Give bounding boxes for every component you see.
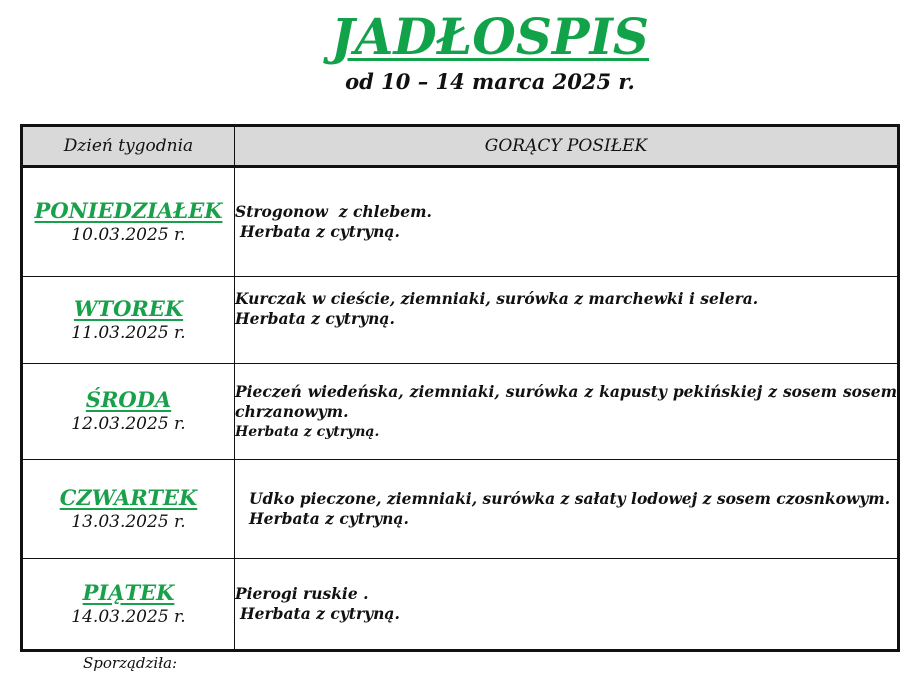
menu-table <box>20 124 900 652</box>
meal-line: Strogonow z chlebem. <box>235 202 432 221</box>
day-date: 13.03.2025 r. <box>71 511 186 532</box>
meal-line: Udko pieczone, ziemniaki, surówka z sałaty lodowej z sosem czosnkowym. <box>249 489 891 508</box>
day-name: CZWARTEK <box>59 484 198 510</box>
day-name: PONIEDZIAŁEK <box>34 197 223 223</box>
menu-title: JADŁOSPIS <box>330 7 650 66</box>
table-row-wednesday <box>22 364 899 460</box>
header-hot-meal: GORĄCY POSIŁEK <box>235 126 899 167</box>
day-cell <box>22 167 235 277</box>
meal-line: Pierogi ruskie . <box>235 584 369 603</box>
table-row-monday <box>22 167 899 277</box>
meal-cell <box>235 364 899 460</box>
day-date: 10.03.2025 r. <box>71 224 186 245</box>
day-cell <box>22 277 235 364</box>
day-name: PIĄTEK <box>82 579 175 605</box>
day-date: 12.03.2025 r. <box>71 414 186 434</box>
day-cell <box>22 559 235 651</box>
table-header-row <box>22 126 899 167</box>
meal-line: Herbata z cytryną. <box>235 423 380 440</box>
meal-line: Herbata z cytryną. <box>240 604 400 623</box>
table-row-thursday <box>22 460 899 559</box>
day-date: 11.03.2025 r. <box>71 322 186 343</box>
meal-cell <box>235 277 899 364</box>
meal-line: Pieczeń wiedeńska, ziemniaki, surówka z kapusty pekińskiej z sosem sosem chrzanowym. <box>235 381 897 421</box>
day-name: WTOREK <box>73 295 184 321</box>
meal-line: Kurczak w cieście, ziemniaki, surówka z marchewki i selera. <box>235 289 759 308</box>
meal-cell <box>235 460 899 559</box>
prepared-by-label: Sporządziła: <box>83 654 178 672</box>
day-cell <box>22 364 235 460</box>
meal-line: Herbata z cytryną. <box>235 309 395 328</box>
meal-cell <box>235 167 899 277</box>
table-row-friday <box>22 559 899 651</box>
meal-line: Herbata z cytryną. <box>249 509 409 528</box>
table-row-tuesday <box>22 277 899 364</box>
day-name: ŚRODA <box>85 387 172 412</box>
day-cell <box>22 460 235 559</box>
menu-date-range: od 10 – 14 marca 2025 r. <box>345 69 635 94</box>
meal-line: Herbata z cytryną. <box>240 222 400 241</box>
meal-cell <box>235 559 899 651</box>
header-day-of-week: Dzień tygodnia <box>22 126 235 167</box>
day-date: 14.03.2025 r. <box>71 606 186 627</box>
